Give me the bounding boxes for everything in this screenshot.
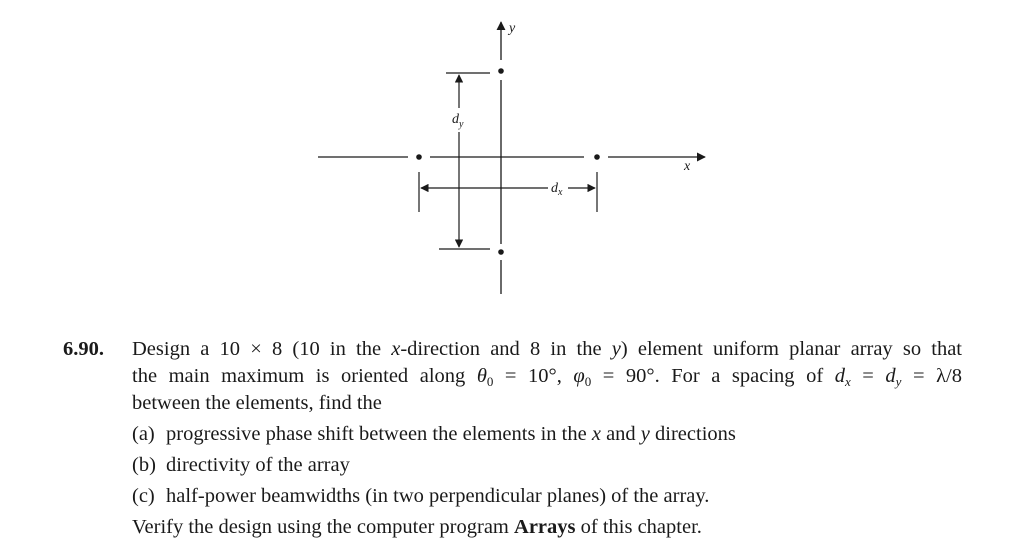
- element-dot-left: [416, 154, 422, 160]
- problem-line-2: the main maximum is oriented along $\theta_0 = 10^\circ$, $\varphi_0 = 90^\circ$. For a spacing of $d_x = d_y = \lambda/8$: [132, 365, 962, 389]
- problem-number: 6.90.: [63, 338, 104, 360]
- element-dot-bottom: [498, 249, 504, 255]
- x-axis-label: x: [684, 159, 691, 174]
- element-dot-top: [498, 68, 504, 74]
- subitem-c: (c) half-power beamwidths (in two perpendicular planes) of the array.: [132, 485, 710, 507]
- problem-body: [132, 336, 962, 545]
- verify-line: Verify the design using the computer program Arrays of this chapter.: [132, 516, 702, 538]
- subitem-b: (b) directivity of the array: [132, 454, 350, 476]
- dy-label: $d_y$: [452, 112, 464, 130]
- problem-line-1: Design a 10 × 8 (10 in the x-direction and 8 in the y) element uniform planar array so that: [132, 338, 962, 360]
- y-axis-label: y: [509, 21, 516, 36]
- dx-label: $d_x$: [551, 181, 563, 198]
- problem-line-3: between the elements, find the: [132, 392, 382, 414]
- subitem-a: (a) progressive phase shift between the elements in the x and y directions: [132, 423, 736, 445]
- element-dot-right: [594, 154, 600, 160]
- problem-subitems: [132, 421, 962, 514]
